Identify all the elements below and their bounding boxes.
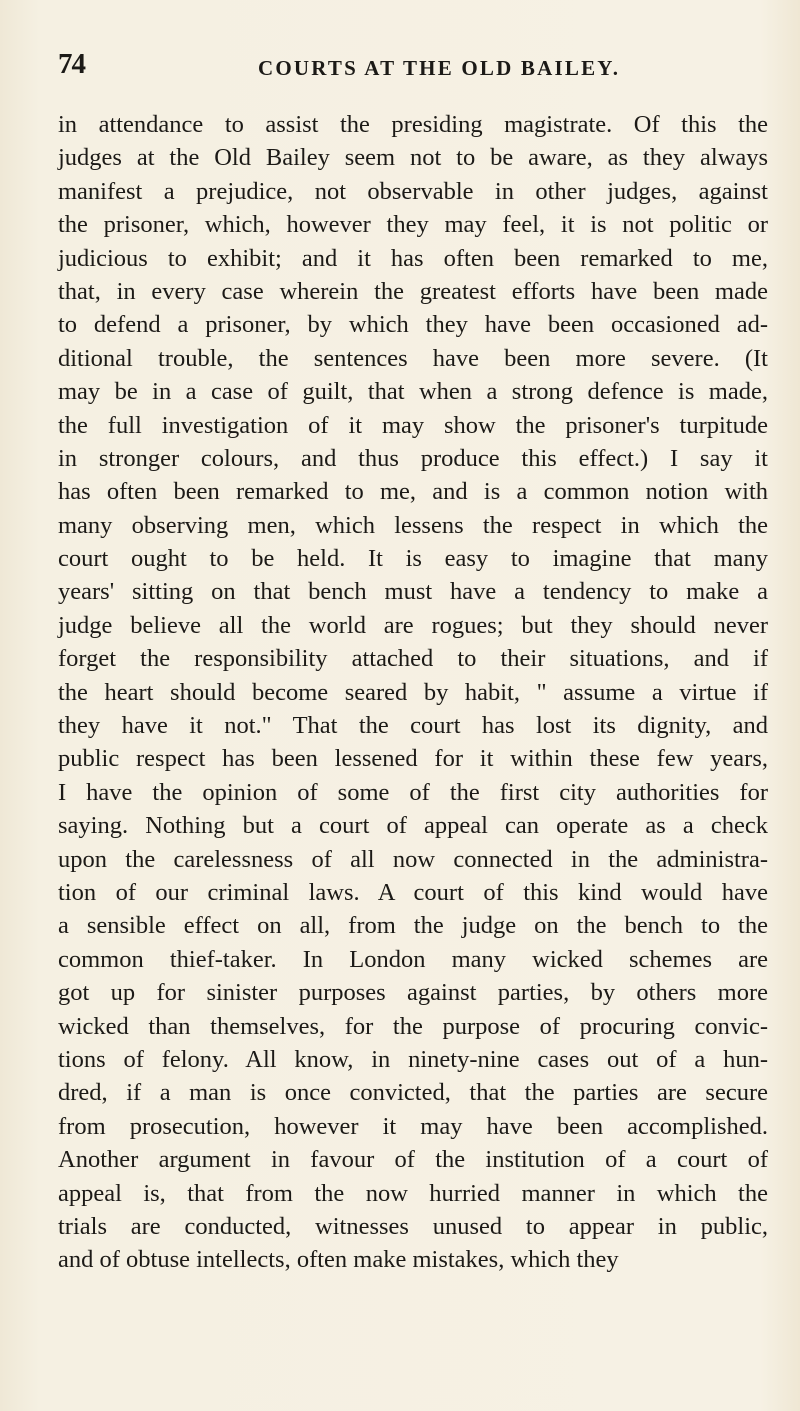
text-line: in stronger colours, and thus produce this effect.) I say it	[58, 444, 768, 472]
running-head	[58, 48, 708, 88]
text-line: years' sitting on that bench must have a tendency to make a	[58, 578, 768, 606]
text-line: and of obtuse intellects, often make mistakes, which they	[58, 1246, 619, 1274]
text-line: the heart should become seared by habit, " assume a virtue if	[58, 678, 768, 706]
text-line: the prisoner, which, however they may feel, it is not politic or	[58, 211, 768, 239]
text-line: has often been remarked to me, and is a common notion with	[58, 478, 768, 506]
text-line: judge believe all the world are rogues; but they should never	[58, 611, 768, 639]
text-line: judicious to exhibit; and it has often been remarked to me,	[58, 244, 768, 272]
text-line: may be in a case of guilt, that when a strong defence is made,	[58, 378, 768, 406]
text-line: in attendance to assist the presiding magistrate. Of this the	[58, 111, 768, 138]
text-line: judges at the Old Bailey seem not to be aware, as they always	[58, 144, 768, 172]
running-title: COURTS AT THE OLD BAILEY.	[258, 56, 621, 80]
text-line: ditional trouble, the sentences have been more severe. (It	[58, 344, 768, 372]
text-line: dred, if a man is once convicted, that the parties are secure	[58, 1079, 768, 1107]
text-line: Another argument in favour of the institution of a court of	[58, 1146, 768, 1174]
body-text	[58, 108, 768, 1277]
text-line: I have the opinion of some of the first city authorities for	[58, 778, 768, 806]
text-line: saying. Nothing but a court of appeal can operate as a check	[58, 812, 768, 840]
text-line: that, in every case wherein the greatest efforts have been made	[58, 277, 768, 305]
text-line: forget the responsibility attached to their situations, and if	[58, 645, 768, 673]
text-line: public respect has been lessened for it within these few years,	[58, 745, 768, 773]
text-line: to defend a prisoner, by which they have been occasioned ad-	[58, 311, 768, 339]
text-line: from prosecution, however it may have been accomplished.	[58, 1112, 768, 1140]
text-line: got up for sinister purposes against parties, by others more	[58, 979, 768, 1007]
text-line: trials are conducted, witnesses unused to appear in public,	[58, 1212, 768, 1240]
text-line: many observing men, which lessens the respect in which the	[58, 511, 768, 539]
text-line: tion of our criminal laws. A court of this kind would have	[58, 878, 768, 906]
text-line: common thief-taker. In London many wicked schemes are	[58, 945, 768, 973]
text-line: a sensible effect on all, from the judge on the bench to the	[58, 912, 768, 940]
text-line: tions of felony. All know, in ninety-nine cases out of a hun-	[58, 1045, 768, 1073]
text-line: manifest a prejudice, not observable in other judges, against	[58, 177, 768, 205]
text-line: they have it not." That the court has lost its dignity, and	[58, 712, 768, 740]
text-line: upon the carelessness of all now connected in the administra-	[58, 845, 768, 873]
page-number: 74	[58, 48, 85, 80]
text-line: appeal is, that from the now hurried manner in which the	[58, 1179, 768, 1207]
text-line: wicked than themselves, for the purpose of procuring convic-	[58, 1012, 768, 1040]
text-line: the full investigation of it may show the prisoner's turpitude	[58, 411, 768, 439]
text-line: court ought to be held. It is easy to imagine that many	[58, 545, 768, 573]
